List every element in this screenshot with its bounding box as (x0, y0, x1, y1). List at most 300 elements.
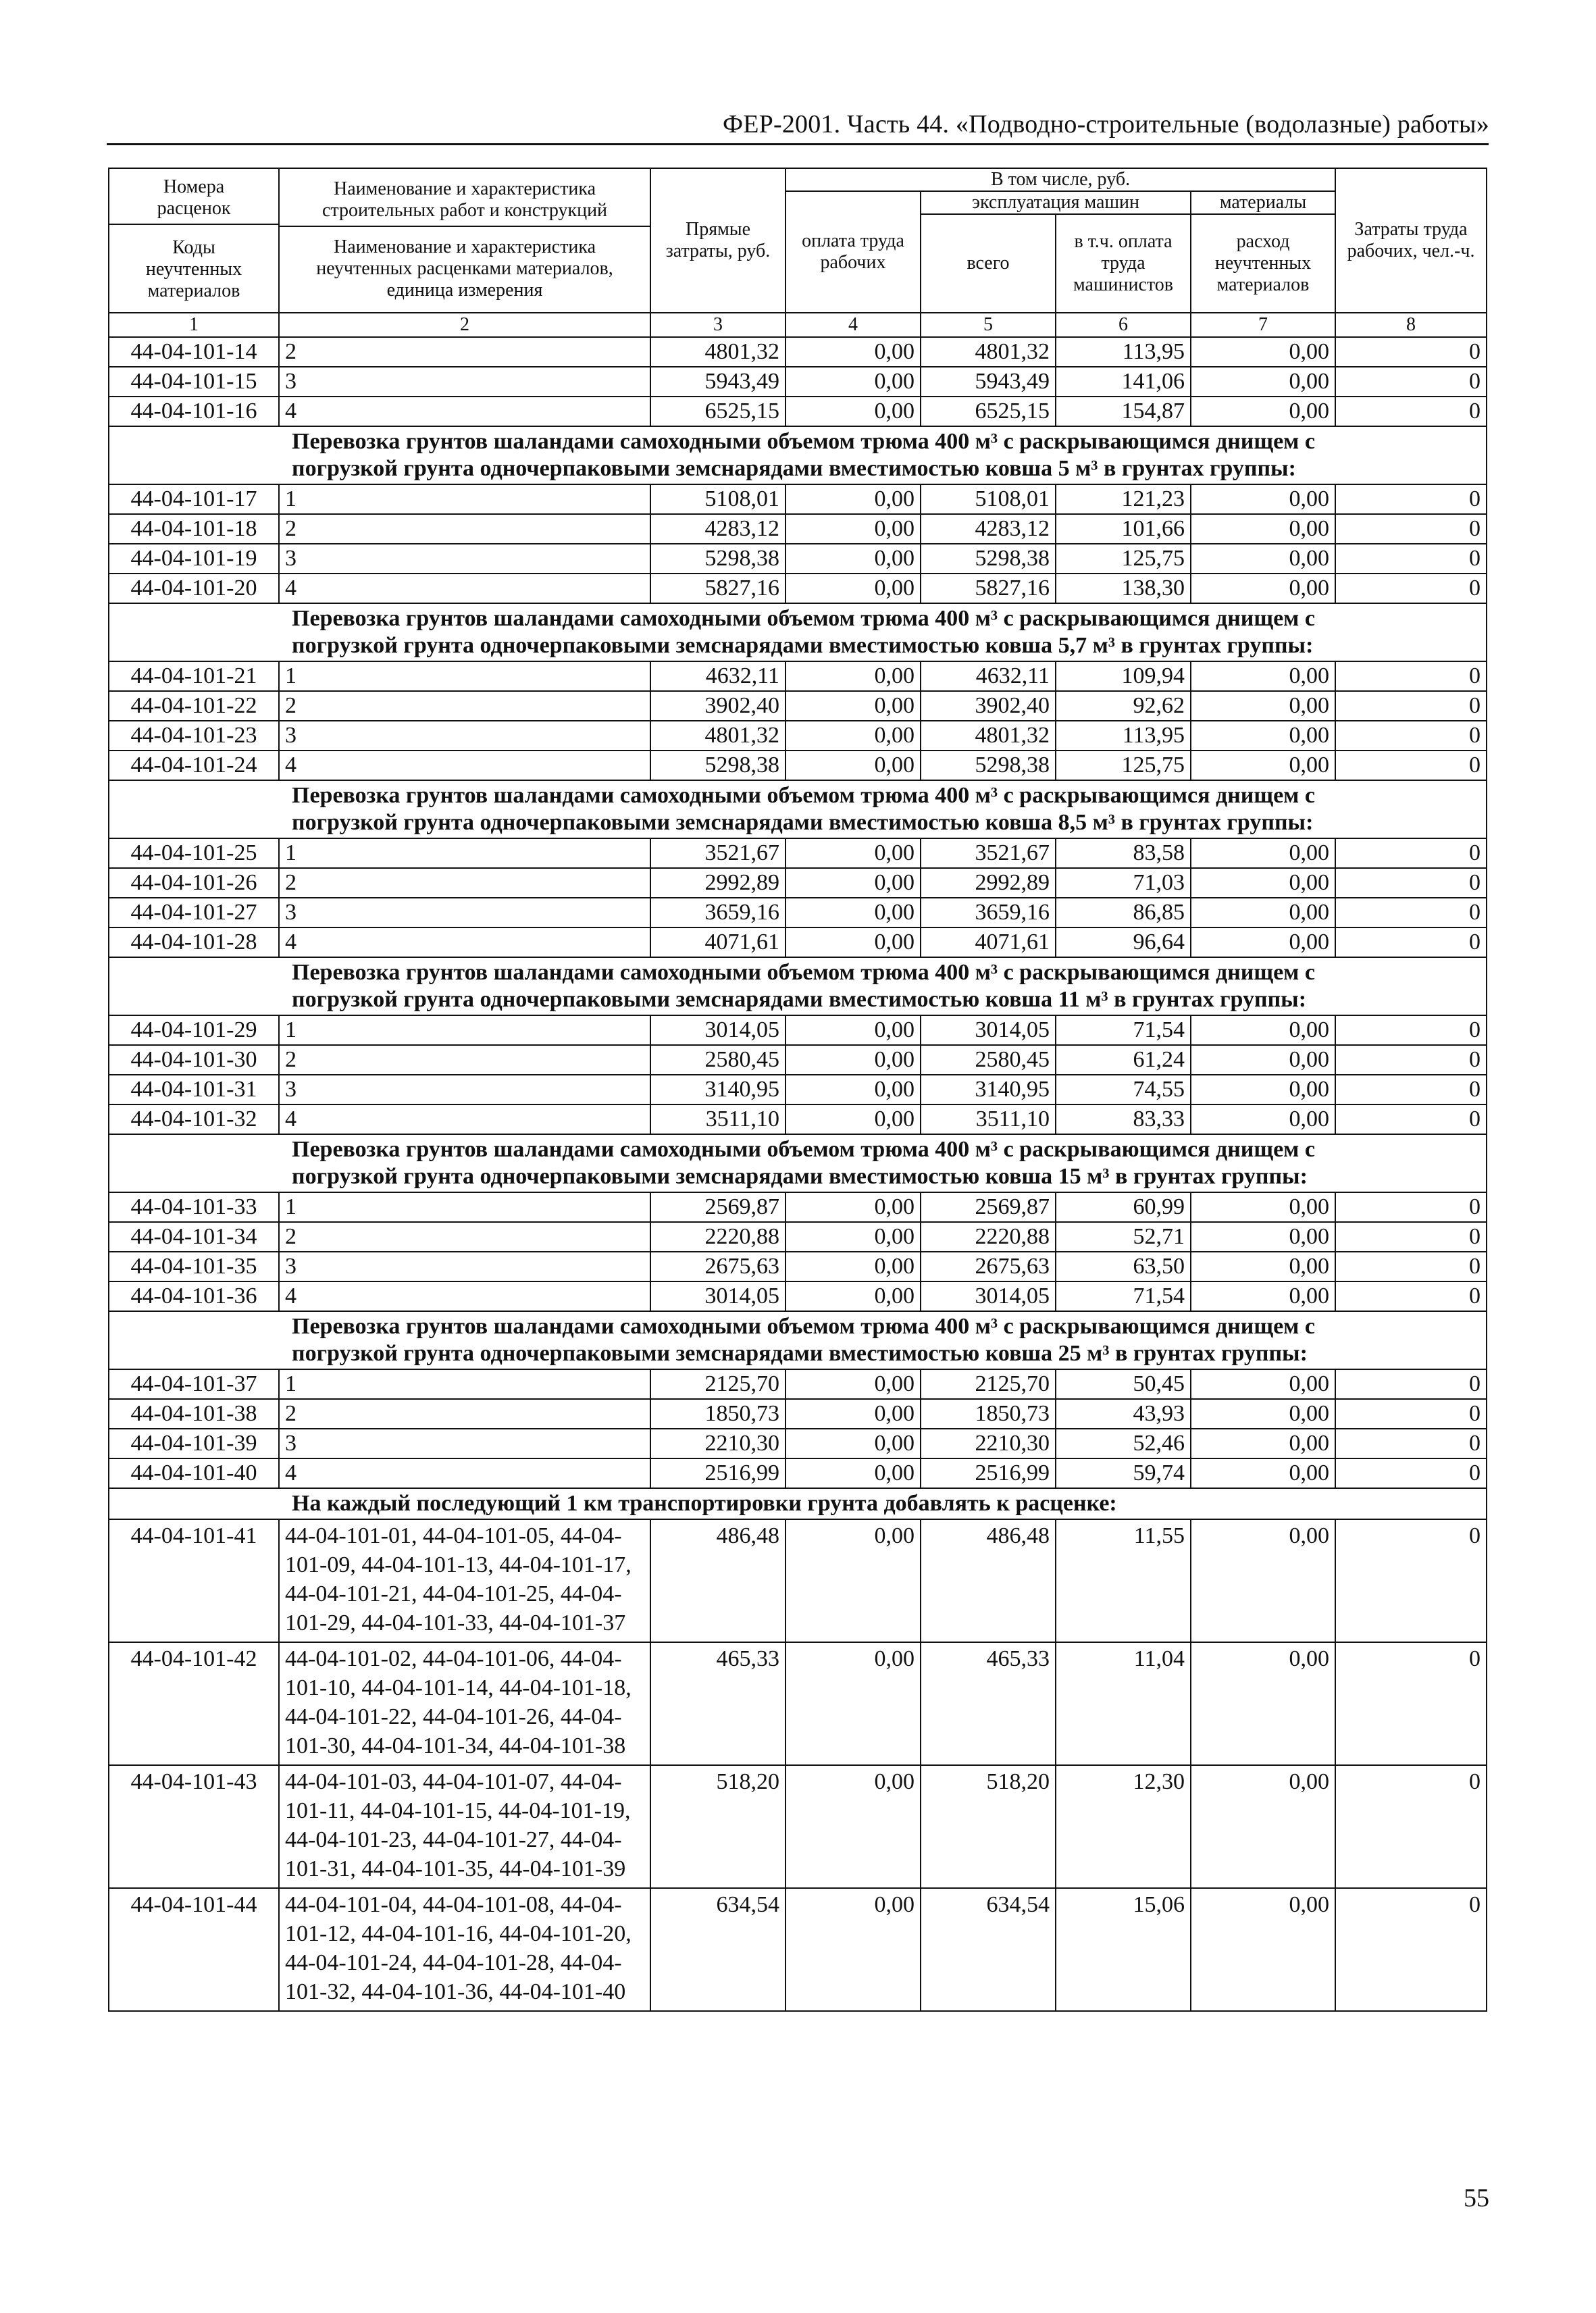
table-row (109, 367, 1487, 397)
machines-total-cell: 3014,05 (921, 1015, 1056, 1045)
head-labor-cost: Затраты труда рабочих, чел.-ч. (1335, 168, 1487, 313)
labor-hours-cell: 0 (1335, 544, 1487, 574)
table-row (109, 868, 1487, 898)
machinist-pay-cell: 101,66 (1056, 514, 1191, 544)
labor-hours-cell: 0 (1335, 898, 1487, 927)
machinist-pay-cell: 50,45 (1056, 1369, 1191, 1399)
table-row (109, 1399, 1487, 1429)
machines-total-cell: 3511,10 (921, 1104, 1056, 1134)
labor-hours-cell: 0 (1335, 1369, 1487, 1399)
rate-code-cell: 44-04-101-24 (109, 751, 279, 780)
head-including: В том числе, руб. (786, 168, 1335, 191)
machines-total-cell: 2675,63 (921, 1252, 1056, 1281)
section-title (109, 603, 1487, 661)
section-header-row (109, 780, 1487, 838)
rate-code-cell: 44-04-101-27 (109, 898, 279, 927)
labor-hours-cell: 0 (1335, 1888, 1487, 2011)
direct-costs-cell: 3014,05 (650, 1281, 786, 1311)
rate-code-cell: 44-04-101-43 (109, 1765, 279, 1888)
machinist-pay-cell: 43,93 (1056, 1399, 1191, 1429)
machines-total-cell: 2992,89 (921, 868, 1056, 898)
section-title-line: Перевозка грунтов шаландами самоходными объемом трюма 400 м³ с раскрывающимся днищем с (292, 1137, 1315, 1162)
table-row (109, 838, 1487, 868)
labor-pay-cell: 0,00 (786, 751, 921, 780)
materials-cell: 0,00 (1191, 898, 1335, 927)
labor-hours-cell: 0 (1335, 397, 1487, 426)
rate-code-cell: 44-04-101-44 (109, 1888, 279, 2011)
labor-pay-cell: 0,00 (786, 838, 921, 868)
labor-pay-cell: 0,00 (786, 898, 921, 927)
direct-costs-cell: 3902,40 (650, 691, 786, 721)
section-header-row (109, 1488, 1487, 1519)
labor-pay-cell: 0,00 (786, 574, 921, 603)
direct-costs-cell: 2580,45 (650, 1045, 786, 1075)
section-title-line: Перевозка грунтов шаландами самоходными объемом трюма 400 м³ с раскрывающимся днищем с (292, 429, 1315, 454)
group-name-cell: 2 (279, 1222, 650, 1252)
head-machines-incl: в т.ч. оплата труда машинистов (1056, 214, 1191, 313)
machinist-pay-cell: 83,33 (1056, 1104, 1191, 1134)
group-name-cell: 1 (279, 1369, 650, 1399)
machinist-pay-cell: 138,30 (1056, 574, 1191, 603)
labor-hours-cell: 0 (1335, 367, 1487, 397)
direct-costs-cell: 1850,73 (650, 1399, 786, 1429)
labor-pay-cell: 0,00 (786, 691, 921, 721)
machines-total-cell: 486,48 (921, 1519, 1056, 1642)
direct-costs-cell: 486,48 (650, 1519, 786, 1642)
group-name-cell: 1 (279, 661, 650, 691)
rate-code-cell: 44-04-101-35 (109, 1252, 279, 1281)
materials-cell: 0,00 (1191, 1765, 1335, 1888)
materials-cell: 0,00 (1191, 1369, 1335, 1399)
machines-total-cell: 5108,01 (921, 484, 1056, 514)
labor-hours-cell: 0 (1335, 484, 1487, 514)
group-name-cell: 4 (279, 574, 650, 603)
direct-costs-cell: 3521,67 (650, 838, 786, 868)
labor-hours-cell: 0 (1335, 721, 1487, 751)
direct-costs-cell: 465,33 (650, 1642, 786, 1765)
group-name-cell: 2 (279, 514, 650, 544)
head-materials: материалы (1191, 191, 1335, 214)
labor-pay-cell: 0,00 (786, 484, 921, 514)
table-row (109, 1222, 1487, 1252)
table-row (109, 514, 1487, 544)
rate-code-cell: 44-04-101-16 (109, 397, 279, 426)
materials-cell: 0,00 (1191, 1888, 1335, 2011)
table-row (109, 751, 1487, 780)
group-name-cell: 1 (279, 1015, 650, 1045)
materials-cell: 0,00 (1191, 1045, 1335, 1075)
machines-total-cell: 5298,38 (921, 751, 1056, 780)
materials-cell: 0,00 (1191, 721, 1335, 751)
machinist-pay-cell: 61,24 (1056, 1045, 1191, 1075)
labor-pay-cell: 0,00 (786, 1642, 921, 1765)
group-name-cell: 44-04-101-03, 44-04-101-07, 44-04-101-11, 44-04-101-15, 44-04-101-19, 44-04-101-23, 44-04-101-27, 44-04-101-31, 44-04-101-35, 44-04-101-39 (279, 1765, 650, 1888)
header-rule (107, 143, 1489, 145)
labor-pay-cell: 0,00 (786, 721, 921, 751)
materials-cell: 0,00 (1191, 1519, 1335, 1642)
machines-total-cell: 3521,67 (921, 838, 1056, 868)
section-title-line: Перевозка грунтов шаландами самоходными объемом трюма 400 м³ с раскрывающимся днищем с (292, 606, 1315, 631)
head-material-name: Наименование и характеристика неучтенных расценками материалов, единица измерения (316, 236, 613, 301)
machines-total-cell: 2569,87 (921, 1192, 1056, 1222)
direct-costs-cell: 5298,38 (650, 544, 786, 574)
head-codes (109, 168, 279, 313)
column-number: 2 (279, 313, 650, 337)
labor-pay-cell: 0,00 (786, 1399, 921, 1429)
table-row (109, 1642, 1487, 1765)
table-row (109, 1519, 1487, 1642)
materials-cell: 0,00 (1191, 1222, 1335, 1252)
section-title-line: Перевозка грунтов шаландами самоходными объемом трюма 400 м³ с раскрывающимся днищем с (292, 1314, 1315, 1339)
table-row (109, 1369, 1487, 1399)
rate-code-cell: 44-04-101-15 (109, 367, 279, 397)
direct-costs-cell: 4801,32 (650, 721, 786, 751)
machines-total-cell: 3140,95 (921, 1075, 1056, 1104)
machines-total-cell: 2210,30 (921, 1429, 1056, 1458)
labor-pay-cell: 0,00 (786, 1222, 921, 1252)
group-name-cell: 3 (279, 367, 650, 397)
machines-total-cell: 2516,99 (921, 1458, 1056, 1488)
labor-hours-cell: 0 (1335, 691, 1487, 721)
rate-code-cell: 44-04-101-17 (109, 484, 279, 514)
machinist-pay-cell: 86,85 (1056, 898, 1191, 927)
machinist-pay-cell: 15,06 (1056, 1888, 1191, 2011)
materials-cell: 0,00 (1191, 337, 1335, 367)
labor-pay-cell: 0,00 (786, 1458, 921, 1488)
rate-code-cell: 44-04-101-29 (109, 1015, 279, 1045)
machinist-pay-cell: 125,75 (1056, 751, 1191, 780)
group-name-cell: 1 (279, 484, 650, 514)
table-row (109, 691, 1487, 721)
column-number: 7 (1191, 313, 1335, 337)
column-numbers-row (109, 313, 1487, 337)
table-row (109, 1888, 1487, 2011)
table-row (109, 898, 1487, 927)
group-name-cell: 44-04-101-01, 44-04-101-05, 44-04-101-09, 44-04-101-13, 44-04-101-17, 44-04-101-21, 44-04-101-25, 44-04-101-29, 44-04-101-33, 44-04-101-37 (279, 1519, 650, 1642)
running-header: ФЕР-2001. Часть 44. «Подводно-строительные (водолазные) работы» (723, 110, 1489, 138)
rate-code-cell: 44-04-101-20 (109, 574, 279, 603)
labor-hours-cell: 0 (1335, 1642, 1487, 1765)
direct-costs-cell: 518,20 (650, 1765, 786, 1888)
machines-total-cell: 465,33 (921, 1642, 1056, 1765)
rate-code-cell: 44-04-101-25 (109, 838, 279, 868)
labor-hours-cell: 0 (1335, 1281, 1487, 1311)
section-title (109, 780, 1487, 838)
labor-pay-cell: 0,00 (786, 1045, 921, 1075)
machinist-pay-cell: 60,99 (1056, 1192, 1191, 1222)
rate-code-cell: 44-04-101-22 (109, 691, 279, 721)
machines-total-cell: 4283,12 (921, 514, 1056, 544)
group-name-cell: 3 (279, 1429, 650, 1458)
section-header-row (109, 603, 1487, 661)
labor-pay-cell: 0,00 (786, 1075, 921, 1104)
table-row (109, 1281, 1487, 1311)
machinist-pay-cell: 59,74 (1056, 1458, 1191, 1488)
labor-hours-cell: 0 (1335, 1765, 1487, 1888)
head-rate-numbers: Номера расценок (109, 174, 278, 225)
materials-cell: 0,00 (1191, 661, 1335, 691)
section-title-line: Перевозка грунтов шаландами самоходными объемом трюма 400 м³ с раскрывающимся днищем с (292, 960, 1315, 985)
rate-code-cell: 44-04-101-28 (109, 927, 279, 957)
section-title-line: погрузкой грунта одночерпаковыми земснарядами вместимостью ковша 11 м³ в грунтах группы: (292, 987, 1307, 1012)
machines-total-cell: 5827,16 (921, 574, 1056, 603)
direct-costs-cell: 4801,32 (650, 337, 786, 367)
table-row (109, 661, 1487, 691)
group-name-cell: 2 (279, 1045, 650, 1075)
head-labor-pay: оплата труда рабочих (786, 191, 921, 313)
rate-code-cell: 44-04-101-18 (109, 514, 279, 544)
labor-pay-cell: 0,00 (786, 927, 921, 957)
head-materials-sub: расход неучтенных материалов (1191, 214, 1335, 313)
materials-cell: 0,00 (1191, 484, 1335, 514)
column-number: 5 (921, 313, 1056, 337)
column-number: 4 (786, 313, 921, 337)
group-name-cell: 3 (279, 1075, 650, 1104)
table-row (109, 1075, 1487, 1104)
rate-code-cell: 44-04-101-26 (109, 868, 279, 898)
section-header-row (109, 426, 1487, 484)
machines-total-cell: 1850,73 (921, 1399, 1056, 1429)
machines-total-cell: 4071,61 (921, 927, 1056, 957)
materials-cell: 0,00 (1191, 1075, 1335, 1104)
group-name-cell: 44-04-101-02, 44-04-101-06, 44-04-101-10, 44-04-101-14, 44-04-101-18, 44-04-101-22, 44-04-101-26, 44-04-101-30, 44-04-101-34, 44-04-101-38 (279, 1642, 650, 1765)
materials-cell: 0,00 (1191, 514, 1335, 544)
materials-cell: 0,00 (1191, 1458, 1335, 1488)
column-number: 6 (1056, 313, 1191, 337)
materials-cell: 0,00 (1191, 691, 1335, 721)
head-direct-costs: Прямые затраты, руб. (650, 168, 786, 313)
direct-costs-cell: 3014,05 (650, 1015, 786, 1045)
table-row (109, 337, 1487, 367)
direct-costs-cell: 5943,49 (650, 367, 786, 397)
labor-hours-cell: 0 (1335, 1015, 1487, 1045)
direct-costs-cell: 3659,16 (650, 898, 786, 927)
labor-pay-cell: 0,00 (786, 367, 921, 397)
machinist-pay-cell: 52,71 (1056, 1222, 1191, 1252)
labor-pay-cell: 0,00 (786, 397, 921, 426)
direct-costs-cell: 2220,88 (650, 1222, 786, 1252)
section-title-line: погрузкой грунта одночерпаковыми земснарядами вместимостью ковша 25 м³ в грунтах группы: (292, 1341, 1308, 1366)
direct-costs-cell: 3511,10 (650, 1104, 786, 1134)
group-name-cell: 2 (279, 691, 650, 721)
machinist-pay-cell: 11,04 (1056, 1642, 1191, 1765)
head-machines-total: всего (921, 214, 1056, 313)
rate-code-cell: 44-04-101-21 (109, 661, 279, 691)
table-row (109, 574, 1487, 603)
machinist-pay-cell: 141,06 (1056, 367, 1191, 397)
direct-costs-cell: 5108,01 (650, 484, 786, 514)
group-name-cell: 3 (279, 721, 650, 751)
column-number: 3 (650, 313, 786, 337)
machinist-pay-cell: 12,30 (1056, 1765, 1191, 1888)
machinist-pay-cell: 63,50 (1056, 1252, 1191, 1281)
labor-pay-cell: 0,00 (786, 514, 921, 544)
labor-hours-cell: 0 (1335, 1075, 1487, 1104)
labor-hours-cell: 0 (1335, 1104, 1487, 1134)
machines-total-cell: 6525,15 (921, 397, 1056, 426)
machines-total-cell: 3659,16 (921, 898, 1056, 927)
head-names (279, 168, 650, 313)
rate-code-cell: 44-04-101-36 (109, 1281, 279, 1311)
machines-total-cell: 634,54 (921, 1888, 1056, 2011)
section-title (109, 426, 1487, 484)
machines-total-cell: 2580,45 (921, 1045, 1056, 1075)
column-number: 1 (109, 313, 279, 337)
direct-costs-cell: 2675,63 (650, 1252, 786, 1281)
machinist-pay-cell: 52,46 (1056, 1429, 1191, 1458)
machinist-pay-cell: 74,55 (1056, 1075, 1191, 1104)
labor-pay-cell: 0,00 (786, 661, 921, 691)
labor-hours-cell: 0 (1335, 1252, 1487, 1281)
table-row (109, 927, 1487, 957)
table-row (109, 1458, 1487, 1488)
rate-code-cell: 44-04-101-33 (109, 1192, 279, 1222)
labor-pay-cell: 0,00 (786, 1369, 921, 1399)
table-row (109, 397, 1487, 426)
machines-total-cell: 4801,32 (921, 721, 1056, 751)
labor-hours-cell: 0 (1335, 1519, 1487, 1642)
section-title (109, 1311, 1487, 1369)
rate-code-cell: 44-04-101-23 (109, 721, 279, 751)
labor-pay-cell: 0,00 (786, 544, 921, 574)
group-name-cell: 4 (279, 1281, 650, 1311)
labor-hours-cell: 0 (1335, 1192, 1487, 1222)
rate-code-cell: 44-04-101-41 (109, 1519, 279, 1642)
direct-costs-cell: 634,54 (650, 1888, 786, 2011)
machines-total-cell: 3902,40 (921, 691, 1056, 721)
materials-cell: 0,00 (1191, 1642, 1335, 1765)
materials-cell: 0,00 (1191, 544, 1335, 574)
labor-hours-cell: 0 (1335, 661, 1487, 691)
labor-hours-cell: 0 (1335, 868, 1487, 898)
machinist-pay-cell: 71,03 (1056, 868, 1191, 898)
group-name-cell: 1 (279, 838, 650, 868)
labor-hours-cell: 0 (1335, 1458, 1487, 1488)
machines-total-cell: 3014,05 (921, 1281, 1056, 1311)
labor-hours-cell: 0 (1335, 927, 1487, 957)
materials-cell: 0,00 (1191, 1429, 1335, 1458)
section-header-row (109, 957, 1487, 1015)
machinist-pay-cell: 11,55 (1056, 1519, 1191, 1642)
direct-costs-cell: 4632,11 (650, 661, 786, 691)
group-name-cell: 4 (279, 1458, 650, 1488)
section-title-line: погрузкой грунта одночерпаковыми земснарядами вместимостью ковша 5 м³ в грунтах группы: (292, 456, 1296, 481)
direct-costs-cell: 2992,89 (650, 868, 786, 898)
table-row (109, 1765, 1487, 1888)
machinist-pay-cell: 113,95 (1056, 721, 1191, 751)
table-row (109, 721, 1487, 751)
rate-code-cell: 44-04-101-38 (109, 1399, 279, 1429)
group-name-cell: 2 (279, 337, 650, 367)
machinist-pay-cell: 71,54 (1056, 1281, 1191, 1311)
machinist-pay-cell: 125,75 (1056, 544, 1191, 574)
machinist-pay-cell: 92,62 (1056, 691, 1191, 721)
labor-hours-cell: 0 (1335, 514, 1487, 544)
machines-total-cell: 4632,11 (921, 661, 1056, 691)
group-name-cell: 4 (279, 927, 650, 957)
machinist-pay-cell: 83,58 (1056, 838, 1191, 868)
rate-code-cell: 44-04-101-39 (109, 1429, 279, 1458)
labor-pay-cell: 0,00 (786, 1104, 921, 1134)
rate-code-cell: 44-04-101-42 (109, 1642, 279, 1765)
direct-costs-cell: 6525,15 (650, 397, 786, 426)
labor-pay-cell: 0,00 (786, 1429, 921, 1458)
labor-hours-cell: 0 (1335, 337, 1487, 367)
table-row (109, 1015, 1487, 1045)
labor-pay-cell: 0,00 (786, 1519, 921, 1642)
group-name-cell: 3 (279, 1252, 650, 1281)
materials-cell: 0,00 (1191, 838, 1335, 868)
materials-cell: 0,00 (1191, 1281, 1335, 1311)
machinist-pay-cell: 113,95 (1056, 337, 1191, 367)
group-name-cell: 4 (279, 397, 650, 426)
head-material-codes: Коды неучтенных материалов (145, 237, 242, 301)
machinist-pay-cell: 121,23 (1056, 484, 1191, 514)
direct-costs-cell: 3140,95 (650, 1075, 786, 1104)
machines-total-cell: 5943,49 (921, 367, 1056, 397)
table-row (109, 1104, 1487, 1134)
direct-costs-cell: 2210,30 (650, 1429, 786, 1458)
labor-hours-cell: 0 (1335, 838, 1487, 868)
labor-hours-cell: 0 (1335, 1045, 1487, 1075)
group-name-cell: 3 (279, 544, 650, 574)
materials-cell: 0,00 (1191, 1399, 1335, 1429)
machines-total-cell: 2220,88 (921, 1222, 1056, 1252)
labor-pay-cell: 0,00 (786, 1015, 921, 1045)
labor-pay-cell: 0,00 (786, 1281, 921, 1311)
labor-hours-cell: 0 (1335, 574, 1487, 603)
labor-pay-cell: 0,00 (786, 337, 921, 367)
labor-pay-cell: 0,00 (786, 1888, 921, 2011)
section-title-line: Перевозка грунтов шаландами самоходными объемом трюма 400 м³ с раскрывающимся днищем с (292, 783, 1315, 808)
group-name-cell: 4 (279, 751, 650, 780)
group-name-cell: 2 (279, 868, 650, 898)
direct-costs-cell: 4283,12 (650, 514, 786, 544)
materials-cell: 0,00 (1191, 751, 1335, 780)
section-title (109, 1134, 1487, 1192)
machines-total-cell: 4801,32 (921, 337, 1056, 367)
direct-costs-cell: 2569,87 (650, 1192, 786, 1222)
group-name-cell: 2 (279, 1399, 650, 1429)
rate-code-cell: 44-04-101-14 (109, 337, 279, 367)
labor-hours-cell: 0 (1335, 751, 1487, 780)
materials-cell: 0,00 (1191, 927, 1335, 957)
materials-cell: 0,00 (1191, 574, 1335, 603)
machines-total-cell: 518,20 (921, 1765, 1056, 1888)
rate-code-cell: 44-04-101-40 (109, 1458, 279, 1488)
materials-cell: 0,00 (1191, 397, 1335, 426)
materials-cell: 0,00 (1191, 367, 1335, 397)
table-row (109, 1252, 1487, 1281)
rate-code-cell: 44-04-101-34 (109, 1222, 279, 1252)
section-title-line: погрузкой грунта одночерпаковыми земснарядами вместимостью ковша 8,5 м³ в грунтах группы: (292, 810, 1314, 835)
group-name-cell: 4 (279, 1104, 650, 1134)
rate-code-cell: 44-04-101-19 (109, 544, 279, 574)
machinist-pay-cell: 109,94 (1056, 661, 1191, 691)
section-title (109, 957, 1487, 1015)
rates-table (108, 168, 1487, 2012)
rate-code-cell: 44-04-101-30 (109, 1045, 279, 1075)
rate-code-cell: 44-04-101-32 (109, 1104, 279, 1134)
table-row (109, 544, 1487, 574)
section-title (109, 1488, 1487, 1519)
labor-pay-cell: 0,00 (786, 868, 921, 898)
direct-costs-cell: 4071,61 (650, 927, 786, 957)
group-name-cell: 1 (279, 1192, 650, 1222)
labor-pay-cell: 0,00 (786, 1765, 921, 1888)
table-row (109, 484, 1487, 514)
group-name-cell: 44-04-101-04, 44-04-101-08, 44-04-101-12, 44-04-101-16, 44-04-101-20, 44-04-101-24, 44-04-101-28, 44-04-101-32, 44-04-101-36, 44-04-101-40 (279, 1888, 650, 2011)
